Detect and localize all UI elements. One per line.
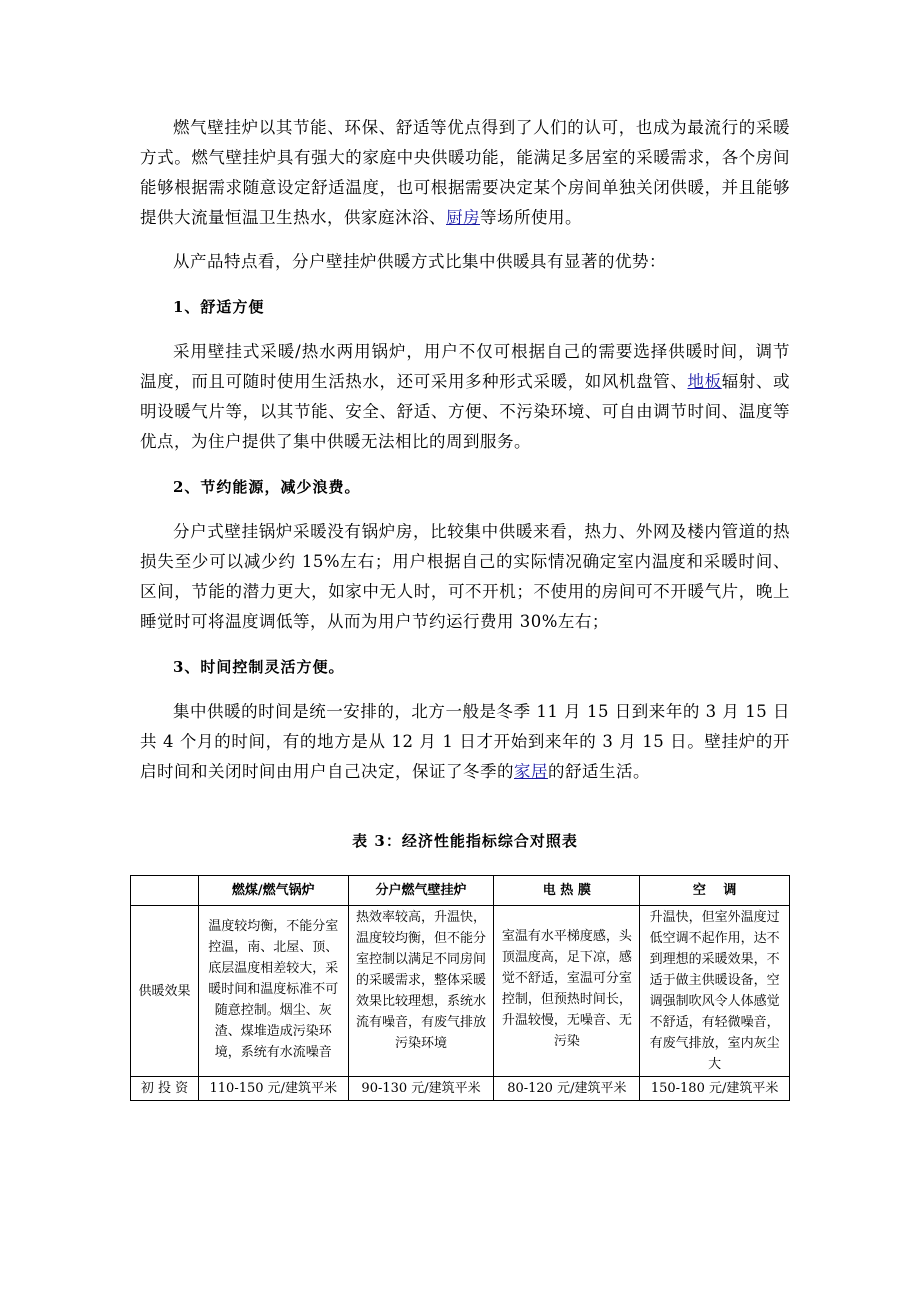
intro-paragraph: 燃气壁挂炉以其节能、环保、舒适等优点得到了人们的认可，也成为最流行的采暖方式。燃气壁挂炉具有强大的家庭中央供暖功能，能满足多居室的采暖需求，各个房间能够根据需求随意设定舒适温度，也可根据需要决定某个房间单独关闭供暖，并且能够提供大流量恒温卫生热水，供家庭沐浴、厨房等场所使用。	[140, 118, 790, 227]
floor-link[interactable]: 地板	[687, 372, 722, 391]
header-electric-film: 电 热 膜	[494, 876, 640, 906]
table-row	[131, 906, 790, 1077]
table-cell: 90-130 元/建筑平米	[348, 1077, 494, 1101]
comfort-paragraph: 采用壁挂式采暖/热水两用锅炉，用户不仅可根据自己的需要选择供暖时间，调节温度，而且可随时使用生活热水，还可采用多种形式采暖，如风机盘管、地板辐射、或明设暖气片等，以其节能、安全、舒适、方便、不污染环境、可自由调节时间、温度等优点，为住户提供了集中供暖无法相比的周到服务。	[140, 342, 791, 451]
header-wall-boiler: 分户燃气壁挂炉	[348, 876, 494, 906]
energy-paragraph: 分户式壁挂锅炉采暖没有锅炉房，比较集中供暖来看，热力、外网及楼内管道的热损失至少可以减少约 15%左右；用户根据自己的实际情况确定室内温度和采暖时间、区间，节能的潜力更大，如家中无人时，可不开机；不使用的房间可不开暖气片，晚上睡觉时可将温度调低等，从而为用户节约运行费用 30%左右；	[140, 522, 790, 631]
table-caption: 表 3：经济性能指标综合对照表	[352, 832, 578, 850]
section-heading-3: 3、时间控制灵活方便。	[173, 658, 345, 676]
table-cell: 110-150 元/建筑平米	[198, 1077, 348, 1101]
table-cell: 150-180 元/建筑平米	[640, 1077, 790, 1101]
row-label-heating-effect: 供暖效果	[131, 906, 199, 1077]
table-cell: 热效率较高，升温快，温度较均衡，但不能分室控制以满足不同房间的采暖需求，整体采暖效果比较理想，系统水流有噪音，有废气排放污染环境	[348, 906, 494, 1077]
table-header-row	[131, 876, 790, 906]
table-row	[131, 1077, 790, 1101]
table-cell: 室温有水平梯度感，头顶温度高，足下凉，感觉不舒适，室温可分室控制，但预热时间长，升温较慢，无噪音、无污染	[494, 906, 640, 1077]
table-cell: 80-120 元/建筑平米	[494, 1077, 640, 1101]
home-link[interactable]: 家居	[514, 762, 548, 781]
header-air-conditioner: 空 调	[640, 876, 790, 906]
header-empty	[131, 876, 199, 906]
row-label-initial-investment: 初 投 资	[131, 1077, 199, 1101]
section-heading-2: 2、节约能源，减少浪费。	[173, 478, 361, 496]
section-heading-1: 1、舒适方便	[173, 298, 265, 316]
header-coal-gas-boiler: 燃煤/燃气锅炉	[198, 876, 348, 906]
kitchen-link[interactable]: 厨房	[446, 208, 480, 227]
table-cell: 升温快，但室外温度过低空调不起作用，达不到理想的采暖效果，不适于做主供暖设备，空调强制吹风令人体感觉不舒适，有轻微噪音，有废气排放，室内灰尘大	[640, 906, 790, 1077]
comparison-table	[130, 875, 790, 1101]
advantage-intro: 从产品特点看，分户壁挂炉供暖方式比集中供暖具有显著的优势：	[173, 252, 666, 271]
table-cell: 温度较均衡，不能分室控温，南、北屋、顶、底层温度相差较大，采暖时间和温度标准不可随意控制。烟尘、灰渣、煤堆造成污染环境，系统有水流噪音	[198, 906, 348, 1077]
time-paragraph: 集中供暖的时间是统一安排的，北方一般是冬季 11 月 15 日到来年的 3 月 15 日共 4 个月的时间，有的地方是从 12 月 1 日才开始到来年的 3 月 15 日。壁挂炉的开启时间和关闭时间由用户自己决定，保证了冬季的家居的舒适生活。	[140, 702, 790, 781]
document-body	[140, 0, 791, 850]
